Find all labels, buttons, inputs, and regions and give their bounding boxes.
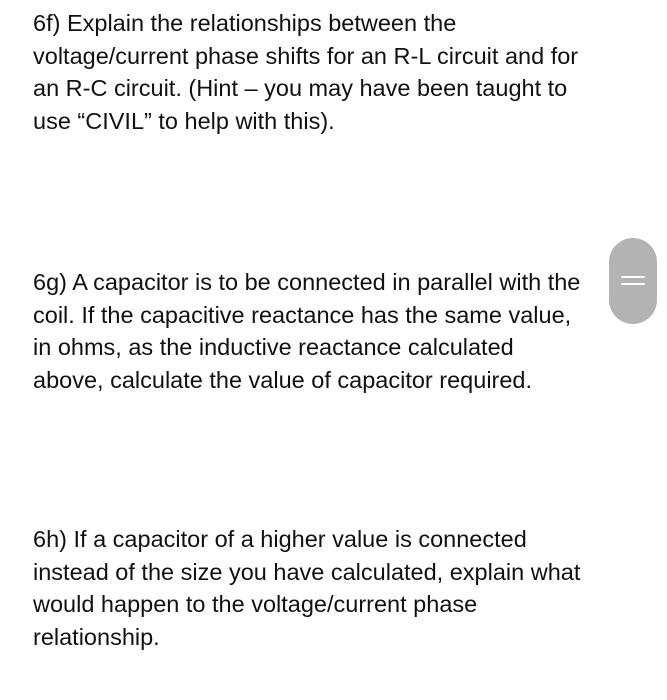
drag-handle-icon <box>621 275 645 287</box>
question-6f-line-1: 6f) Explain the relationships between the <box>33 10 457 36</box>
question-6h-line-2: instead of the size you have calculated, explain what <box>33 558 581 585</box>
question-6f-line-3: an R-C circuit. (Hint – you may have been taught to <box>33 75 568 101</box>
question-6h-line-4: relationship. <box>33 623 160 650</box>
question-6g-line-2: coil. If the capacitive reactance has the same value, <box>33 301 572 328</box>
question-6f <box>33 7 653 137</box>
question-6g-line-1: 6g) A capacitor is to be connected in parallel with the <box>33 269 581 295</box>
question-6g-line-3: in ohms, as the inductive reactance calculated <box>33 334 514 360</box>
scroll-handle[interactable] <box>609 238 657 324</box>
question-6f-line-2: voltage/current phase shifts for an R-L circuit and for <box>33 42 579 69</box>
question-6g-line-4: above, calculate the value of capacitor required. <box>33 366 533 393</box>
question-6h-line-3: would happen to the voltage/current phase <box>33 591 478 617</box>
question-6h <box>33 523 653 653</box>
question-6h-line-1: 6h) If a capacitor of a higher value is connected <box>33 526 527 552</box>
question-6g <box>33 266 653 396</box>
question-6f-line-4: use “CIVIL” to help with this). <box>33 107 335 134</box>
